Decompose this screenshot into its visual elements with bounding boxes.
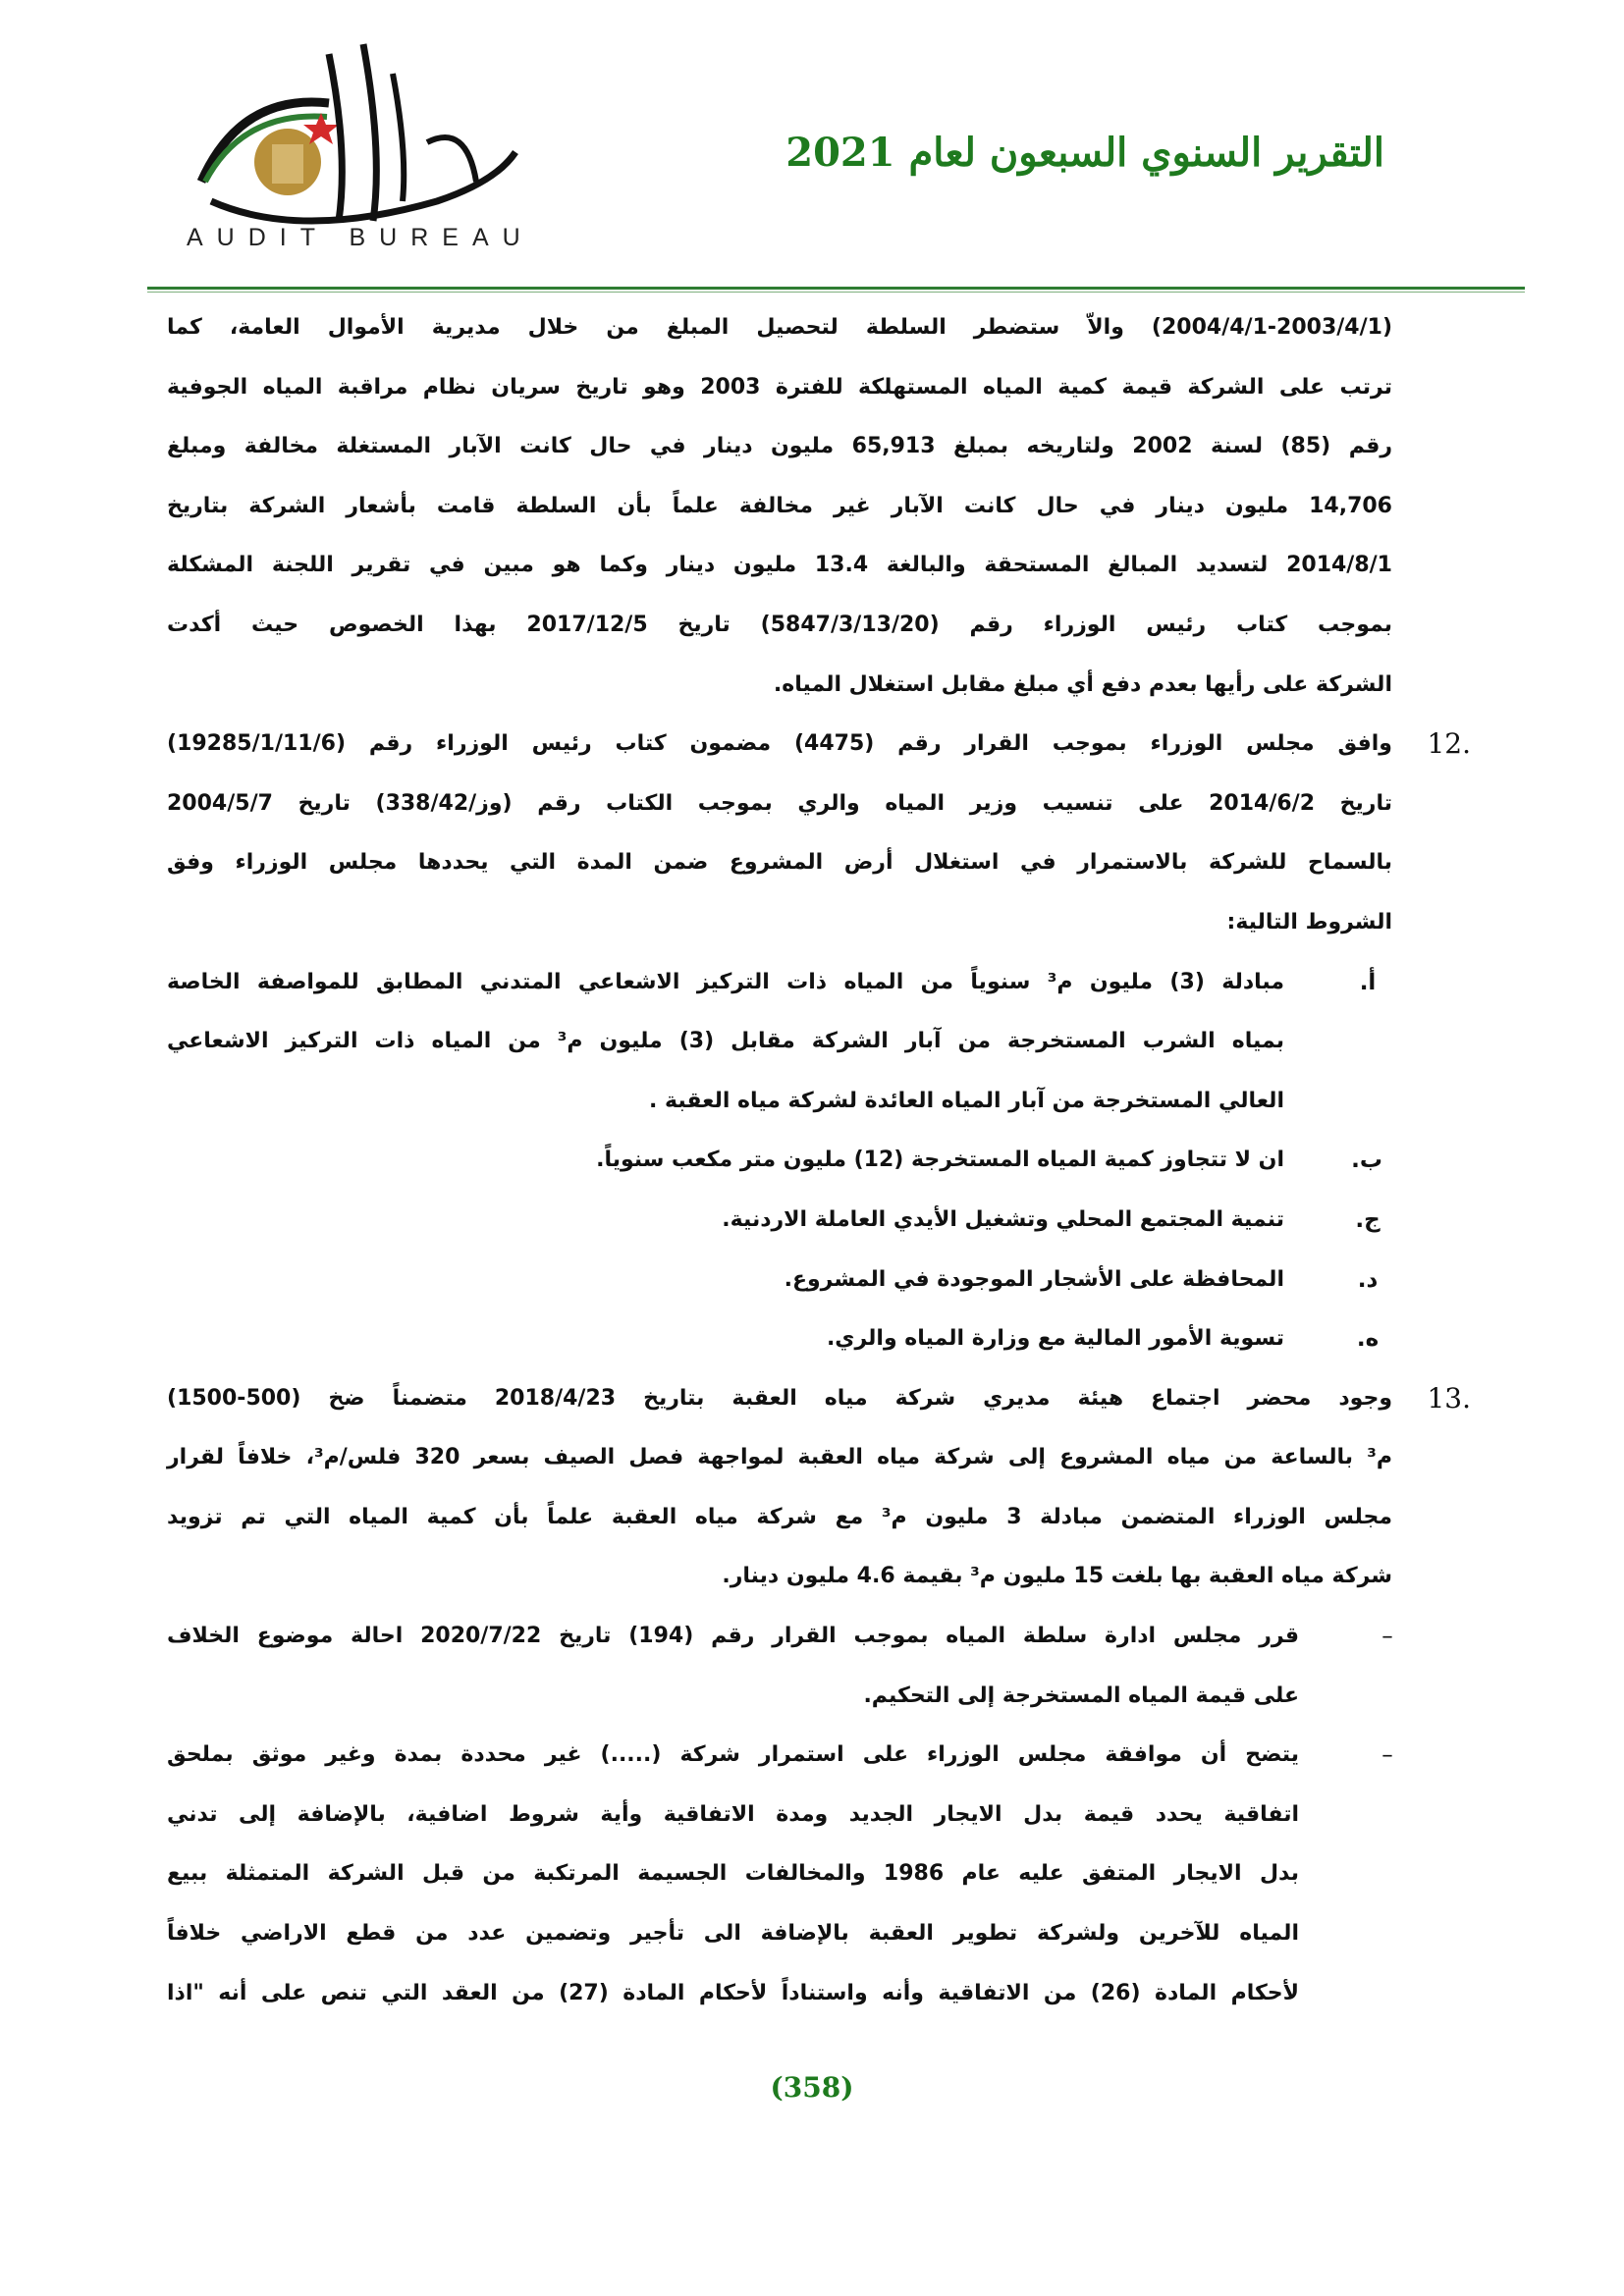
numbered-item-line [0, 835, 1624, 895]
text-line: ترتب على الشركة قيمة كمية المياه المستهلكة للفترة 2003 وهو تاريخ سريان نظام مراقبة المياه الجوفية [167, 374, 1393, 400]
paragraph-line [0, 479, 1624, 539]
paragraph-line [0, 419, 1624, 479]
page-number: (358) [770, 2071, 854, 2104]
item-marker: ب. [1351, 1148, 1382, 1174]
text-line: م³ بالساعة من مياه المشروع إلى شركة مياه العقبة لمواجهة فصل الصيف بسعر 320 فلس/م³، خلافاً لقرار [167, 1445, 1393, 1470]
paragraph-line [0, 658, 1624, 718]
text-line: اتفاقية يحدد قيمة بدل الايجار الجديد ومدة الاتفاقية وأية شروط اضافية، بالإضافة إلى تدني [167, 1801, 1299, 1827]
item-marker: د. [1357, 1266, 1379, 1293]
text-line: الشروط التالية: [1226, 909, 1392, 934]
text-line: وجود محضر اجتماع هيئة مديري شركة مياه العقبة بتاريخ 2018/4/23 متضمناً ضخ (500-1500) [167, 1385, 1392, 1411]
text-line: العالي المستخرجة من آبار المياه العائدة لشركة مياه العقبة . [648, 1088, 1284, 1113]
text-line: تسوية الأمور المالية مع وزارة المياه والري. [826, 1326, 1284, 1352]
item-marker: .13 [1427, 1381, 1471, 1415]
text-line: يتضح أن موافقة مجلس الوزراء على استمرار شركة (.....) غير محددة بمدة وغير موثق بملحق [167, 1742, 1299, 1768]
item-marker: .12 [1427, 727, 1471, 761]
sub-item-line [0, 1014, 1624, 1074]
text-line: وافق مجلس الوزراء بموجب القرار رقم (4475) مضمون كتاب رئيس الوزراء رقم (19285/1/11/6) [167, 731, 1392, 757]
dash-item-line [0, 1966, 1624, 2026]
text-line: مجلس الوزراء المتضمن مبادلة 3 مليون م³ مع شركة مياه العقبة علماً بأن كمية المياه التي تم تزويد [167, 1504, 1392, 1529]
header-divider-thin [147, 292, 1525, 293]
dash-bullet: – [1381, 1624, 1393, 1650]
sub-item-line [0, 1074, 1624, 1134]
text-line: مبادلة (3) مليون م³ سنوياً من المياه ذات التركيز الاشعاعي المتدني المطابق للمواصفة الخاصة [167, 969, 1285, 994]
numbered-item-line [0, 717, 1624, 776]
report-title: التقرير السنوي السبعون لعام 2021 [785, 130, 1384, 176]
document-body [0, 300, 1624, 2025]
text-line: قرر مجلس ادارة سلطة المياه بموجب القرار رقم (194) تاريخ 2020/7/22 احالة موضوع الخلاف [167, 1624, 1299, 1649]
sub-item-line [0, 1311, 1624, 1371]
text-line: لأحكام المادة (26) من الاتفاقية وأنه واستناداً لأحكام المادة (27) من العقد التي تنص على أنه "اذا [167, 1980, 1299, 2005]
text-line: بموجب كتاب رئيس الوزراء رقم (5847/3/13/20) تاريخ 2017/12/5 بهذا الخصوص حيث أكدت [167, 612, 1393, 637]
dash-item-line [0, 1728, 1624, 1788]
header-divider [147, 287, 1525, 290]
paragraph-line [0, 360, 1624, 420]
dash-item-line [0, 1846, 1624, 1906]
text-line: بالسماح للشركة بالاستمرار في استغلال أرض المشروع ضمن المدة التي يحددها مجلس الوزراء وفق [167, 850, 1392, 876]
text-line: المياه للآخرين ولشركة تطوير العقبة بالإضافة الى تأجير وتضمين عدد من قطع الاراضي خلافاً [167, 1921, 1299, 1947]
logo-caption: AUDIT BUREAU [187, 224, 534, 251]
text-line: (2004/4/1-2003/4/1) والاّ ستضطر السلطة لتحصيل المبلغ من خلال مديرية الأموال العامة، كما [167, 315, 1392, 340]
text-line: الشركة على رأيها بعدم دفع أي مبلغ مقابل استغلال المياه. [773, 671, 1392, 697]
text-line: شركة مياه العقبة بها بلغت 15 مليون م³ بقيمة 4.6 مليون دينار. [722, 1564, 1392, 1589]
text-line: ان لا تتجاوز كمية المياه المستخرجة (12) مليون متر مكعب سنوياً. [596, 1148, 1284, 1173]
sub-item-line [0, 1193, 1624, 1253]
dash-item-line [0, 1669, 1624, 1729]
numbered-item-line [0, 1371, 1624, 1431]
text-line: المحافظة على الأشجار الموجودة في المشروع. [784, 1266, 1284, 1292]
numbered-item-line [0, 1430, 1624, 1490]
text-line: على قيمة المياه المستخرجة إلى التحكيم. [863, 1682, 1299, 1708]
numbered-item-line [0, 1549, 1624, 1609]
dash-item-line [0, 1906, 1624, 1966]
dash-item-line [0, 1609, 1624, 1669]
dash-item-line [0, 1788, 1624, 1847]
text-line: 14,706 مليون دينار في حال كانت الآبار غير مخالفة علماً بأن السلطة قامت بأشعار الشركة بتاريخ [167, 493, 1392, 518]
text-line: بدل الايجار المتفق عليه عام 1986 والمخالفات الجسيمة المرتكبة من قبل الشركة المتمثلة ببيع [167, 1861, 1300, 1887]
sub-item-line [0, 1253, 1624, 1312]
text-line: بمياه الشرب المستخرجة من آبار الشركة مقابل (3) مليون م³ من المياه ذات التركيز الاشعاعي [167, 1029, 1284, 1054]
item-marker: ج. [1355, 1206, 1380, 1233]
numbered-item-line [0, 895, 1624, 955]
sub-item-line [0, 955, 1624, 1015]
text-line: 2014/8/1 لتسديد المبالغ المستحقة والبالغة 13.4 مليون دينار وكما هو مبين في تقرير اللجنة المشكلة [167, 553, 1392, 578]
paragraph-line [0, 538, 1624, 598]
sub-item-line [0, 1133, 1624, 1193]
text-line: رقم (85) لسنة 2002 ولتاريخه بمبلغ 65,913 مليون دينار في حال كانت الآبار المستغلة مخالفة ومبلغ [167, 434, 1393, 459]
paragraph-line [0, 598, 1624, 658]
text-line: تاريخ 2014/6/2 على تنسيب وزير المياه والري بموجب الكتاب رقم (وز/338/42) تاريخ 2004/5/7 [167, 790, 1392, 816]
paragraph-line [0, 300, 1624, 360]
numbered-item-line [0, 1490, 1624, 1550]
audit-bureau-logo [182, 34, 555, 255]
dash-bullet: – [1381, 1742, 1393, 1769]
item-marker: أ. [1359, 969, 1377, 995]
numbered-item-line [0, 776, 1624, 836]
text-line: تنمية المجتمع المحلي وتشغيل الأيدي العاملة الاردنية. [722, 1206, 1284, 1232]
item-marker: ه. [1356, 1326, 1380, 1353]
